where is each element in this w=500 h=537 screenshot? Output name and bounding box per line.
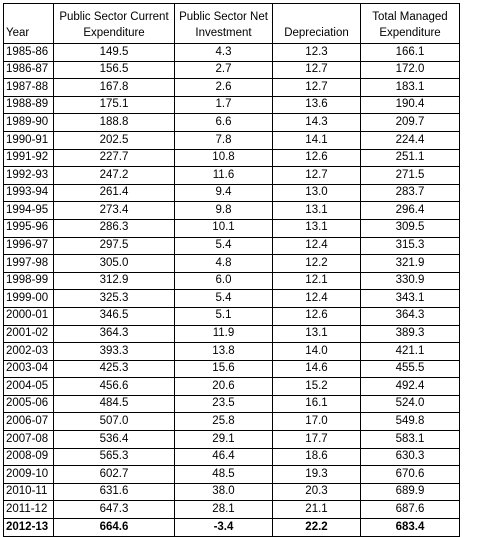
table-row [4, 307, 460, 325]
table-row [4, 167, 460, 185]
table-row [4, 378, 460, 396]
cell-depreciation: 18.6 [273, 448, 361, 466]
table-row [4, 413, 460, 431]
table-row [4, 61, 460, 79]
cell-total-managed-expenditure: 683.4 [361, 519, 460, 537]
cell-current-expenditure: 346.5 [54, 307, 175, 325]
table-row [4, 219, 460, 237]
cell-depreciation: 12.6 [273, 307, 361, 325]
table-row [4, 431, 460, 449]
cell-net-investment: 6.6 [175, 114, 273, 132]
cell-year: 1992-93 [4, 167, 54, 185]
cell-net-investment: -3.4 [175, 519, 273, 537]
cell-depreciation: 21.1 [273, 501, 361, 519]
cell-total-managed-expenditure: 271.5 [361, 167, 460, 185]
cell-net-investment: 11.9 [175, 325, 273, 343]
table-row [4, 325, 460, 343]
cell-total-managed-expenditure: 421.1 [361, 343, 460, 361]
cell-year: 1998-99 [4, 272, 54, 290]
cell-current-expenditure: 364.3 [54, 325, 175, 343]
cell-depreciation: 12.3 [273, 44, 361, 62]
cell-depreciation: 22.2 [273, 519, 361, 537]
cell-year: 1988-89 [4, 96, 54, 114]
cell-depreciation: 15.2 [273, 378, 361, 396]
cell-current-expenditure: 565.3 [54, 448, 175, 466]
cell-net-investment: 9.4 [175, 184, 273, 202]
cell-total-managed-expenditure: 224.4 [361, 131, 460, 149]
cell-current-expenditure: 286.3 [54, 219, 175, 237]
cell-depreciation: 12.6 [273, 149, 361, 167]
cell-total-managed-expenditure: 315.3 [361, 237, 460, 255]
cell-depreciation: 13.0 [273, 184, 361, 202]
cell-depreciation: 12.4 [273, 290, 361, 308]
table-row [4, 290, 460, 308]
cell-year: 2012-13 [4, 519, 54, 537]
table-row [4, 131, 460, 149]
cell-total-managed-expenditure: 670.6 [361, 466, 460, 484]
cell-net-investment: 29.1 [175, 431, 273, 449]
cell-current-expenditure: 297.5 [54, 237, 175, 255]
cell-current-expenditure: 149.5 [54, 44, 175, 62]
cell-year: 1994-95 [4, 202, 54, 220]
cell-current-expenditure: 273.4 [54, 202, 175, 220]
header-net-investment-line-1: Public Sector Net [179, 11, 268, 23]
cell-net-investment: 28.1 [175, 501, 273, 519]
cell-net-investment: 11.6 [175, 167, 273, 185]
cell-depreciation: 12.7 [273, 167, 361, 185]
table-row [4, 360, 460, 378]
table-row [4, 96, 460, 114]
cell-depreciation: 12.7 [273, 79, 361, 97]
cell-total-managed-expenditure: 330.9 [361, 272, 460, 290]
cell-net-investment: 48.5 [175, 466, 273, 484]
cell-net-investment: 2.6 [175, 79, 273, 97]
cell-net-investment: 5.4 [175, 290, 273, 308]
cell-current-expenditure: 647.3 [54, 501, 175, 519]
cell-current-expenditure: 247.2 [54, 167, 175, 185]
cell-net-investment: 5.4 [175, 237, 273, 255]
cell-year: 1985-86 [4, 44, 54, 62]
cell-current-expenditure: 602.7 [54, 466, 175, 484]
cell-total-managed-expenditure: 190.4 [361, 96, 460, 114]
table-row [4, 184, 460, 202]
cell-depreciation: 12.2 [273, 255, 361, 273]
cell-total-managed-expenditure: 309.5 [361, 219, 460, 237]
cell-total-managed-expenditure: 689.9 [361, 483, 460, 501]
cell-net-investment: 15.6 [175, 360, 273, 378]
cell-depreciation: 14.3 [273, 114, 361, 132]
cell-year: 2000-01 [4, 307, 54, 325]
cell-depreciation: 13.1 [273, 202, 361, 220]
cell-depreciation: 12.4 [273, 237, 361, 255]
cell-net-investment: 46.4 [175, 448, 273, 466]
cell-current-expenditure: 456.6 [54, 378, 175, 396]
cell-year: 2001-02 [4, 325, 54, 343]
header-total-managed-expenditure-line-1: Total Managed [372, 11, 448, 23]
cell-total-managed-expenditure: 321.9 [361, 255, 460, 273]
cell-depreciation: 19.3 [273, 466, 361, 484]
table-row [4, 343, 460, 361]
cell-total-managed-expenditure: 209.7 [361, 114, 460, 132]
cell-year: 1991-92 [4, 149, 54, 167]
cell-current-expenditure: 156.5 [54, 61, 175, 79]
cell-net-investment: 5.1 [175, 307, 273, 325]
cell-net-investment: 10.8 [175, 149, 273, 167]
cell-depreciation: 17.7 [273, 431, 361, 449]
cell-year: 1987-88 [4, 79, 54, 97]
table-row [4, 114, 460, 132]
cell-year: 1997-98 [4, 255, 54, 273]
cell-current-expenditure: 227.7 [54, 149, 175, 167]
cell-depreciation: 20.3 [273, 483, 361, 501]
cell-year: 1986-87 [4, 61, 54, 79]
cell-current-expenditure: 393.3 [54, 343, 175, 361]
cell-depreciation: 17.0 [273, 413, 361, 431]
cell-current-expenditure: 202.5 [54, 131, 175, 149]
cell-current-expenditure: 305.0 [54, 255, 175, 273]
cell-total-managed-expenditure: 455.5 [361, 360, 460, 378]
cell-year: 1990-91 [4, 131, 54, 149]
cell-net-investment: 4.8 [175, 255, 273, 273]
header-row [4, 4, 460, 44]
cell-depreciation: 14.0 [273, 343, 361, 361]
cell-net-investment: 20.6 [175, 378, 273, 396]
header-current-expenditure [54, 4, 175, 44]
cell-net-investment: 2.7 [175, 61, 273, 79]
cell-current-expenditure: 325.3 [54, 290, 175, 308]
cell-year: 2008-09 [4, 448, 54, 466]
table-row [4, 272, 460, 290]
cell-current-expenditure: 167.8 [54, 79, 175, 97]
cell-total-managed-expenditure: 389.3 [361, 325, 460, 343]
cell-net-investment: 6.0 [175, 272, 273, 290]
cell-current-expenditure: 175.1 [54, 96, 175, 114]
table-header [4, 4, 460, 44]
cell-year: 1993-94 [4, 184, 54, 202]
cell-depreciation: 12.7 [273, 61, 361, 79]
cell-current-expenditure: 188.8 [54, 114, 175, 132]
cell-total-managed-expenditure: 172.0 [361, 61, 460, 79]
cell-total-managed-expenditure: 583.1 [361, 431, 460, 449]
header-net-investment [175, 4, 273, 44]
cell-total-managed-expenditure: 549.8 [361, 413, 460, 431]
cell-current-expenditure: 425.3 [54, 360, 175, 378]
cell-total-managed-expenditure: 492.4 [361, 378, 460, 396]
cell-year: 2010-11 [4, 483, 54, 501]
cell-net-investment: 38.0 [175, 483, 273, 501]
header-total-managed-expenditure-line-2: Expenditure [379, 27, 441, 39]
cell-net-investment: 4.3 [175, 44, 273, 62]
cell-year: 2006-07 [4, 413, 54, 431]
cell-total-managed-expenditure: 364.3 [361, 307, 460, 325]
cell-year: 2007-08 [4, 431, 54, 449]
header-current-expenditure-line-1: Public Sector Current [59, 11, 169, 23]
cell-year: 1999-00 [4, 290, 54, 308]
table-row [4, 448, 460, 466]
cell-total-managed-expenditure: 630.3 [361, 448, 460, 466]
cell-net-investment: 10.1 [175, 219, 273, 237]
cell-depreciation: 13.6 [273, 96, 361, 114]
header-net-investment-line-2: Investment [195, 27, 252, 39]
table-row [4, 202, 460, 220]
cell-net-investment: 9.8 [175, 202, 273, 220]
table-row [4, 501, 460, 519]
cell-total-managed-expenditure: 343.1 [361, 290, 460, 308]
cell-year: 2003-04 [4, 360, 54, 378]
table-row [4, 395, 460, 413]
cell-net-investment: 1.7 [175, 96, 273, 114]
cell-current-expenditure: 261.4 [54, 184, 175, 202]
cell-depreciation: 14.1 [273, 131, 361, 149]
cell-current-expenditure: 484.5 [54, 395, 175, 413]
cell-depreciation: 12.1 [273, 272, 361, 290]
cell-year: 2005-06 [4, 395, 54, 413]
header-current-expenditure-line-2: Expenditure [83, 27, 145, 39]
cell-total-managed-expenditure: 296.4 [361, 202, 460, 220]
cell-total-managed-expenditure: 524.0 [361, 395, 460, 413]
table-row [4, 149, 460, 167]
cell-total-managed-expenditure: 251.1 [361, 149, 460, 167]
table-row [4, 255, 460, 273]
cell-total-managed-expenditure: 283.7 [361, 184, 460, 202]
cell-net-investment: 13.8 [175, 343, 273, 361]
cell-net-investment: 23.5 [175, 395, 273, 413]
cell-depreciation: 14.6 [273, 360, 361, 378]
cell-year: 2004-05 [4, 378, 54, 396]
cell-total-managed-expenditure: 166.1 [361, 44, 460, 62]
cell-total-managed-expenditure: 687.6 [361, 501, 460, 519]
cell-year: 2009-10 [4, 466, 54, 484]
cell-year: 1996-97 [4, 237, 54, 255]
cell-total-managed-expenditure: 183.1 [361, 79, 460, 97]
cell-year: 2002-03 [4, 343, 54, 361]
cell-current-expenditure: 312.9 [54, 272, 175, 290]
cell-year: 1995-96 [4, 219, 54, 237]
header-total-managed-expenditure [361, 4, 460, 44]
cell-current-expenditure: 631.6 [54, 483, 175, 501]
table-row [4, 519, 460, 537]
header-year: Year [4, 4, 54, 44]
cell-year: 1989-90 [4, 114, 54, 132]
header-depreciation: Depreciation [273, 4, 361, 44]
table-row [4, 237, 460, 255]
cell-net-investment: 7.8 [175, 131, 273, 149]
cell-current-expenditure: 536.4 [54, 431, 175, 449]
public-spending-table [3, 3, 460, 537]
table-row [4, 79, 460, 97]
cell-depreciation: 13.1 [273, 219, 361, 237]
cell-net-investment: 25.8 [175, 413, 273, 431]
cell-depreciation: 13.1 [273, 325, 361, 343]
table-row [4, 466, 460, 484]
cell-current-expenditure: 664.6 [54, 519, 175, 537]
cell-depreciation: 16.1 [273, 395, 361, 413]
table-body [4, 44, 460, 537]
table-row [4, 483, 460, 501]
cell-year: 2011-12 [4, 501, 54, 519]
table-row [4, 44, 460, 62]
cell-current-expenditure: 507.0 [54, 413, 175, 431]
